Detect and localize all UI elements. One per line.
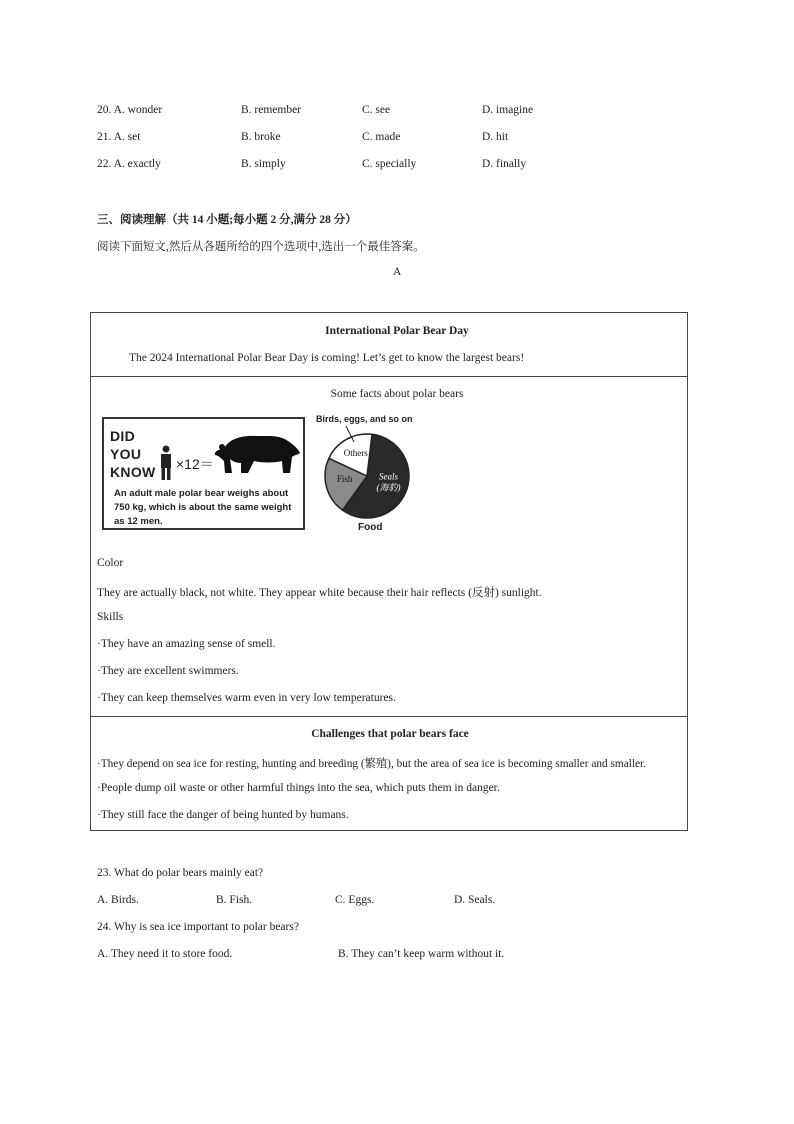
- chart-annotation: Birds, eggs, and so on: [316, 414, 413, 424]
- q24-option-b: B. They can’t keep warm without it.: [338, 948, 505, 960]
- q20-option-c: C. see: [362, 104, 391, 116]
- pie-chart: [310, 426, 420, 522]
- q23-option-c: C. Eggs.: [335, 894, 375, 906]
- skill-item: ·They can keep themselves warm even in very low temperatures.: [97, 692, 396, 704]
- skill-item: ·They are excellent swimmers.: [97, 665, 239, 677]
- q22-option-d: D. finally: [482, 158, 527, 170]
- challenge-item: ·People dump oil waste or other harmful things into the sea, which puts them in danger.: [97, 782, 500, 794]
- you-text: YOU: [110, 446, 142, 462]
- section-heading: 三、阅读理解（共 14 小题;每小题 2 分,满分 28 分）: [97, 214, 357, 226]
- question-23: 23. What do polar bears mainly eat?: [97, 867, 264, 879]
- q24-option-a: A. They need it to store food.: [97, 948, 233, 960]
- q23-option-a: A. Birds.: [97, 894, 139, 906]
- q20-option-a: 20. A. wonder: [97, 104, 163, 116]
- food-chart: [310, 414, 420, 538]
- q23-option-b: B. Fish.: [216, 894, 253, 906]
- section-instruction: 阅读下面短文,然后从各题所给的四个选项中,选出一个最佳答案。: [97, 241, 425, 253]
- did-text: DID: [110, 428, 136, 444]
- color-heading: Color: [97, 557, 124, 569]
- did-you-know-box: [102, 417, 305, 530]
- weight-text-1: An adult male polar bear weighs about: [114, 488, 289, 499]
- q22-option-c: C. specially: [362, 158, 417, 170]
- poster-intro: The 2024 International Polar Bear Day is coming! Let’s get to know the largest bears!: [129, 352, 525, 364]
- challenge-item: ·They still face the danger of being hunted by humans.: [97, 809, 349, 821]
- man-icon: [158, 445, 174, 481]
- weight-text-2: 750 kg, which is about the same weight: [114, 502, 292, 513]
- skills-heading: Skills: [97, 611, 124, 623]
- poster-divider-2: [91, 716, 687, 717]
- pie-label-fish: Fish: [336, 473, 353, 484]
- q22-option-b: B. simply: [241, 158, 286, 170]
- q21-option-b: B. broke: [241, 131, 281, 143]
- q20-option-d: D. imagine: [482, 104, 534, 116]
- pie-label-others: Others: [343, 447, 368, 458]
- pie-label-seals: Seals (海豹): [376, 471, 401, 493]
- equation-text: ×12＝: [176, 456, 214, 472]
- q21-option-d: D. hit: [482, 131, 509, 143]
- q22-option-a: 22. A. exactly: [97, 158, 161, 170]
- question-24: 24. Why is sea ice important to polar bears?: [97, 921, 299, 933]
- passage-letter: A: [393, 266, 402, 278]
- challenge-item: ·They depend on sea ice for resting, hunting and breeding (繁殖), but the area of sea ice is becoming smaller and smaller.: [97, 758, 646, 770]
- know-text: KNOW: [110, 464, 156, 480]
- color-text: They are actually black, not white. They appear white because their hair reflects (反射) sunlight.: [97, 587, 542, 599]
- q21-option-c: C. made: [362, 131, 401, 143]
- q20-option-b: B. remember: [241, 104, 302, 116]
- facts-heading: Some facts about polar bears: [330, 388, 464, 400]
- chart-title: Food: [358, 522, 383, 533]
- polar-bear-icon: [214, 427, 302, 479]
- q21-option-a: 21. A. set: [97, 131, 141, 143]
- q23-option-d: D. Seals.: [454, 894, 496, 906]
- poster-divider-1: [91, 376, 687, 377]
- challenges-heading: Challenges that polar bears face: [311, 728, 469, 740]
- weight-text-3: as 12 men.: [114, 516, 163, 527]
- poster-title: International Polar Bear Day: [325, 325, 469, 337]
- skill-item: ·They have an amazing sense of smell.: [97, 638, 276, 650]
